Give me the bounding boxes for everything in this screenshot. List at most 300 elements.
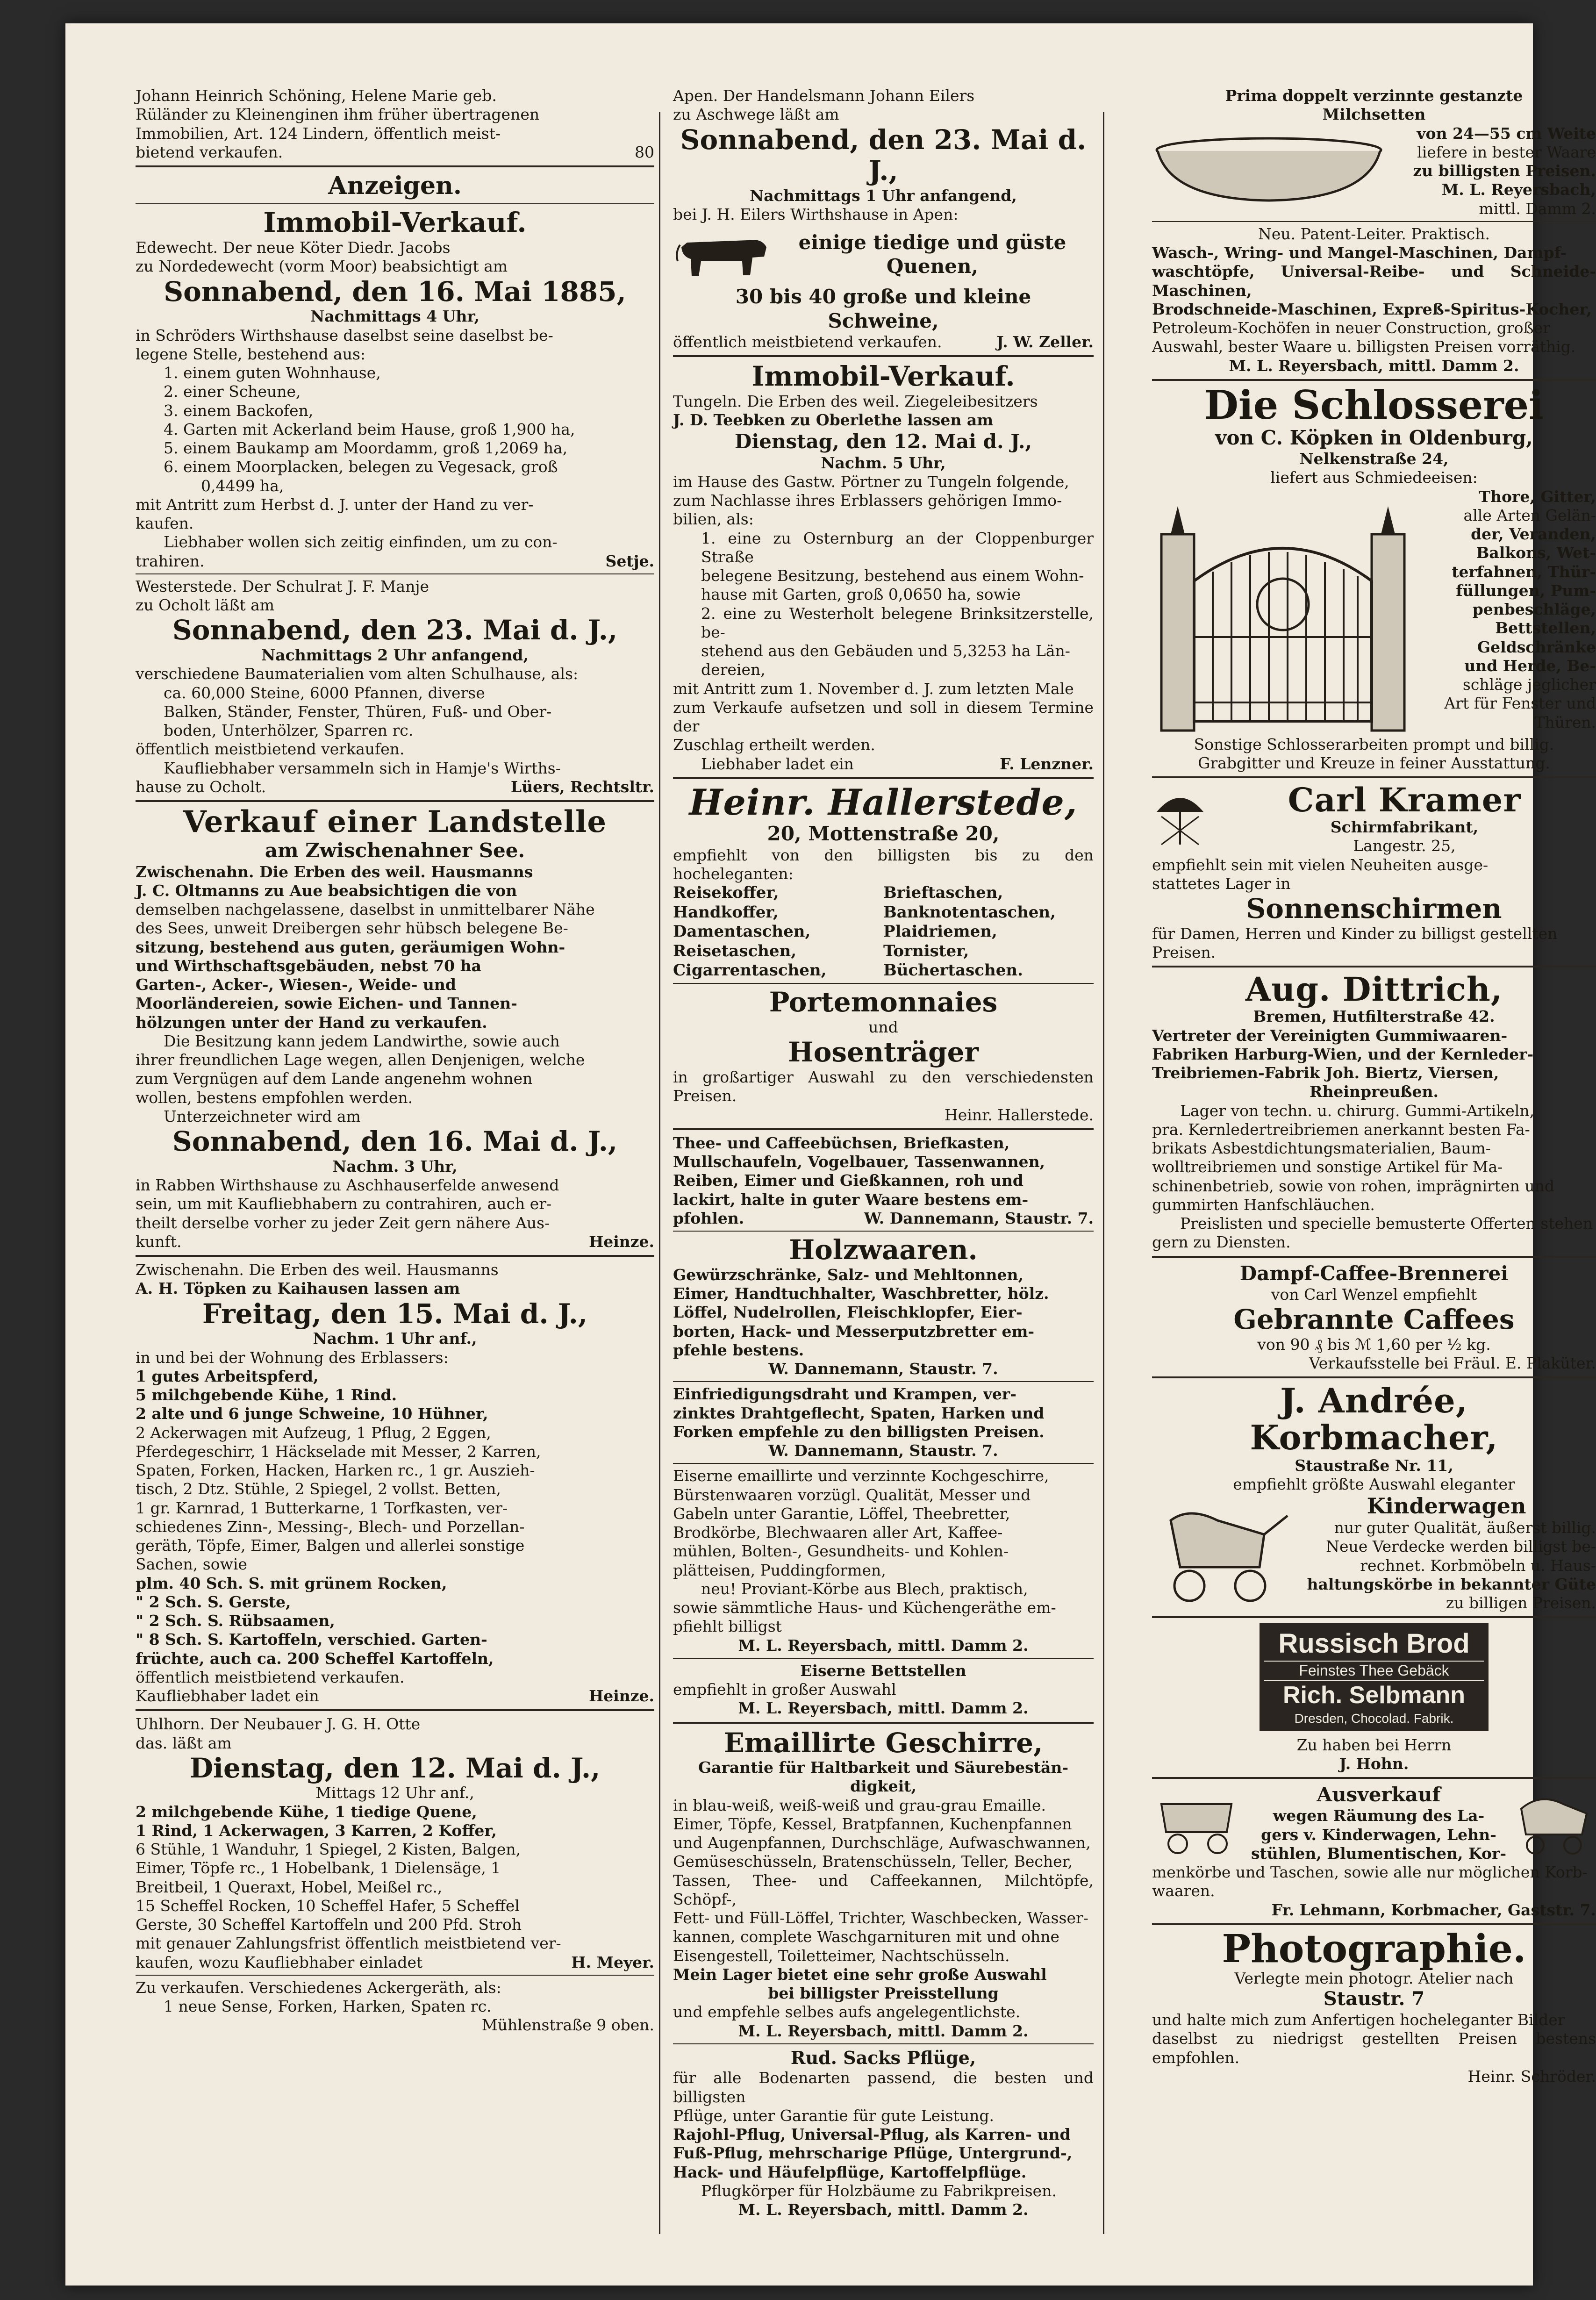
signature: M. L. Reyersbach,: [1441, 180, 1596, 199]
text-line: mit Antritt zum Herbst d. J. unter der Hand zu ver-: [136, 495, 534, 514]
text-line: Edewecht. Der neue Köter Diedr. Jacobs: [136, 238, 451, 257]
text-line: penbeschläge,: [1472, 600, 1596, 619]
signature: M. L. Reyersbach, mittl. Damm 2.: [738, 2200, 1029, 2219]
product: Brieftaschen,: [883, 883, 1003, 903]
text-line: Mein Lager bietet eine sehr große Auswahl: [673, 1965, 1047, 1984]
text-line: 1 neue Sense, Forken, Harken, Spaten rc.: [164, 1997, 492, 2016]
pram-illustration: [1512, 1790, 1596, 1856]
text-line: schinenbetrieb, sowie von rohen, imprägnirten und: [1152, 1176, 1554, 1195]
text-line: einige tiedige und güste: [798, 231, 1066, 254]
date-heading: Freitag, den 15. Mai d. J.,: [202, 1297, 588, 1330]
text-line: stattetes Lager in: [1152, 874, 1291, 893]
text-line: schiedenes Zinn-, Messing-, Blech- und Porzellan-: [136, 1517, 525, 1536]
text-line: Vertreter der Vereinigten Gummiwaaren-: [1152, 1026, 1508, 1045]
product: Cigarrentaschen,: [673, 960, 827, 980]
ad-heading: Heinr. Hallerstede,: [689, 781, 1078, 823]
text-line: bei billigster Preisstellung: [768, 1984, 999, 2003]
text-line: Fabriken Harburg-Wien, und der Kernleder-: [1152, 1045, 1534, 1063]
text-line: kunft.: [136, 1232, 182, 1251]
text-line: und: [868, 1018, 898, 1037]
list-item: 2. einer Scheune,: [164, 382, 301, 401]
text-line: liefert aus Schmiedeeisen:: [1270, 468, 1478, 487]
text-line: hause zu Ocholt.: [136, 777, 266, 796]
text-line: 2 milchgebende Kühe, 1 tiedige Quene,: [136, 1802, 477, 1821]
product: Handkoffer,: [673, 903, 779, 922]
text-line: in Rabben Wirthshause zu Aschhauserfelde anwesend: [136, 1176, 559, 1195]
text-line: sowie sämmtliche Haus- und Küchengeräthe em-: [673, 1598, 1056, 1617]
signature: M. L. Reyersbach, mittl. Damm 2.: [738, 1699, 1029, 1718]
signature: Setje.: [605, 552, 654, 570]
ad-heading: Carl Kramer: [1288, 781, 1521, 820]
text-line: Eimer, Handtuchhalter, Waschbretter, hölz.: [673, 1284, 1049, 1303]
column-rule: [659, 112, 660, 2234]
newspaper-page: [65, 23, 1596, 2286]
text-line: ca. 60,000 Steine, 6000 Pfannen, diverse: [164, 683, 485, 702]
signature: Heinr. Schröder.: [1467, 2067, 1596, 2085]
text-line: Garten-, Acker-, Wiesen-, Weide- und: [136, 975, 456, 994]
text-line: Brodschneide-Maschinen, Expreß-Spiritus-Kocher,: [1152, 300, 1592, 318]
text-line: A. H. Töpken zu Kaihausen lassen am: [136, 1279, 460, 1298]
text-line: im Hause des Gastw. Pörtner zu Tungeln folgende,: [673, 472, 1069, 491]
text-line: Mittags 12 Uhr anf.,: [315, 1784, 474, 1802]
column-1: [136, 86, 654, 2035]
text-line: empfiehlt sein mit vielen Neuheiten ausge-: [1152, 855, 1489, 874]
text-line: tisch, 2 Dtz. Stühle, 2 Spiegel, 2 vollst. Betten,: [136, 1480, 501, 1498]
pram-illustration: [1152, 1502, 1292, 1605]
text-line: zinktes Drahtgeflecht, Spaten, Harken und: [673, 1404, 1045, 1422]
text-line: Rüländer zu Kleinenginen ihm früher übertragenen: [136, 105, 540, 124]
text-line: Mühlenstraße 9 oben.: [481, 2016, 654, 2035]
text-line: Zuschlag ertheilt werden.: [673, 736, 875, 754]
text-line: Neue Verdecke werden billigst be-: [1326, 1537, 1596, 1556]
list-item: dereien,: [701, 660, 766, 679]
signature: F. Lenzner.: [1000, 754, 1094, 773]
text-line: Eiserne emaillirte und verzinnte Kochgeschirre,: [673, 1467, 1049, 1485]
text-line: von 24—55 cm Weite: [1417, 124, 1596, 143]
signature: Heinr. Hallerstede.: [945, 1105, 1094, 1124]
text-line: und Herde, Be-: [1464, 656, 1596, 675]
product: Damentaschen,: [673, 922, 811, 941]
text-line: Kaufliebhaber versammeln sich in Hamje's Wirths-: [164, 759, 561, 777]
text-line: Thore, Gitter,: [1479, 487, 1596, 506]
text-line: 1 gr. Karnrad, 1 Butterkarne, 1 Torfkasten, ver-: [136, 1498, 508, 1517]
text-line: Immobilien, Art. 124 Lindern, öffentlich meist-: [136, 124, 501, 143]
list-item: 4. Garten mit Ackerland beim Hause, groß 1,900 ha,: [164, 420, 575, 438]
text-line: Unterzeichneter wird am: [164, 1107, 361, 1125]
text-line: J. D. Teebken zu Oberlethe lassen am: [673, 411, 994, 430]
text-line: theilt derselbe vorher zu jeder Zeit gern nähere Aus-: [136, 1213, 550, 1232]
text-line: Eisengestell, Toiletteimer, Nachtschüsseln.: [673, 1946, 1010, 1965]
ad-heading: Gebrannte Caffees: [1233, 1304, 1515, 1336]
text-line: gern zu Diensten.: [1152, 1233, 1291, 1252]
product: Reisekoffer,: [673, 883, 779, 903]
ad-heading: Photographie.: [1222, 1926, 1526, 1971]
text-line: der, Veranden,: [1471, 525, 1596, 544]
text-line: Eimer, Töpfe rc., 1 Hobelbank, 1 Dielensäge, 1: [136, 1859, 501, 1877]
text-line: lackirt, halte in guter Waare bestens em-: [673, 1190, 1029, 1209]
text-line: Preisen.: [1152, 943, 1216, 962]
text-line: Zwischenahn. Die Erben des weil. Hausmanns: [136, 1261, 499, 1279]
text-line: Nachm. 3 Uhr,: [332, 1157, 458, 1175]
text-line: Spaten, Forken, Hacken, Harken rc., 1 gr. Auszieh-: [136, 1461, 535, 1479]
text-line: Art für Fenster und: [1444, 694, 1596, 713]
text-line: Nachmittags 4 Uhr,: [310, 307, 480, 326]
text-line: zu Aschwege läßt am: [673, 105, 839, 124]
text-line: Fett- und Füll-Löffel, Trichter, Waschbecken, Wasser-: [673, 1909, 1088, 1927]
text-line: menkörbe und Taschen, sowie alle nur möglichen Korb-: [1152, 1863, 1588, 1882]
text-line: Pflüge, unter Garantie für gute Leistung.: [673, 2106, 994, 2125]
date-heading: Sonnabend, den 23. Mai d. J.,: [172, 614, 618, 646]
text-line: Quenen,: [886, 255, 979, 278]
ad-subheading: von C. Köpken in Oldenburg,: [1215, 426, 1533, 449]
text-line: früchte, auch ca. 200 Scheffel Kartoffeln,: [136, 1649, 494, 1668]
text-line: Die Besitzung kann jedem Landwirthe, sowie auch: [164, 1032, 560, 1050]
section-heading: Anzeigen.: [328, 172, 462, 200]
text-line: Brodkörbe, Blechwaaren aller Art, Kaffee-: [673, 1523, 1003, 1541]
text-line: plm. 40 Sch. S. mit grünem Rocken,: [136, 1574, 447, 1592]
text-line: zum Verkaufe aufsetzen und soll in diesem Termine der: [673, 698, 1094, 736]
date-heading: Sonnabend, den 16. Mai d. J.,: [172, 1125, 618, 1158]
milk-pan-illustration: [1152, 136, 1386, 206]
text-line: wegen Räumung des La-: [1273, 1806, 1485, 1825]
text-line: pfiehlt billigst: [673, 1617, 782, 1636]
signature: J. W. Zeller.: [996, 332, 1094, 351]
text-line: empfiehlt von den billigsten bis zu den hocheleganten:: [673, 845, 1094, 883]
text-line: terfahnen, Thür-: [1452, 562, 1596, 581]
text-line: Breitbeil, 1 Queraxt, Hobel, Meißel rc.,: [136, 1877, 443, 1896]
date-heading: Dienstag, den 12. Mai d. J.,: [734, 430, 1032, 453]
ad-heading: Dampf-Caffee-Brennerei: [1239, 1261, 1509, 1285]
ad-heading: Ausverkauf: [1317, 1783, 1441, 1806]
list-item: belegene Besitzung, bestehend aus einem Wohn-: [701, 566, 1084, 585]
text-line: 1 gutes Arbeitspferd,: [136, 1367, 319, 1385]
text-line: zu Nordedewecht (vorm Moor) beabsichtigt am: [136, 257, 508, 276]
text-line: Westerstede. Der Schulrat J. F. Manje: [136, 577, 429, 595]
text-line: und halte mich zum Anfertigen hocheleganter Bilder: [1152, 2011, 1565, 2029]
text-line: sein, um mit Kaufliebhabern zu contrahiren, auch er-: [136, 1195, 552, 1213]
text-line: Verlegte mein photogr. Atelier nach: [1234, 1969, 1514, 1987]
text-line: demselben nachgelassene, daselbst in unmittelbarer Nähe: [136, 900, 595, 919]
signature: W. Dannemann, Staustr. 7.: [768, 1441, 998, 1460]
ad-heading: Emaillirte Geschirre,: [723, 1727, 1043, 1759]
logo-text: Feinstes Thee Gebäck: [1264, 1661, 1484, 1681]
russisch-brod-logo: [1260, 1623, 1489, 1731]
text-line: Bettstellen,: [1495, 619, 1596, 638]
text-line: mit genauer Zahlungsfrist öffentlich meistbietend ver-: [136, 1934, 561, 1953]
text-line: " 2 Sch. S. Rübsaamen,: [136, 1612, 335, 1630]
text-line: mit Antritt zum 1. November d. J. zum letzten Male: [673, 679, 1074, 698]
text-line: schläge jeglicher: [1462, 675, 1596, 694]
text-line: Balken, Ständer, Fenster, Thüren, Fuß- und Ober-: [164, 702, 552, 721]
text-line: Bürstenwaaren vorzügl. Qualität, Messer und: [673, 1485, 1031, 1504]
text-line: Gabeln unter Garantie, Löffel, Theebretter,: [673, 1504, 1010, 1523]
text-line: Preislisten und specielle bemusterte Offerten stehen: [1180, 1214, 1593, 1233]
text-line: Schweine,: [828, 309, 939, 332]
text-line: Zwischenahn. Die Erben des weil. Hausmanns: [136, 862, 533, 881]
text-line: bilien, als:: [673, 510, 754, 529]
signature: Heinze.: [589, 1687, 654, 1705]
cow-illustration: [673, 224, 771, 285]
text-line: zu billigen Preisen.: [1446, 1594, 1596, 1612]
text-line: Sachen, sowie: [136, 1555, 247, 1574]
ad-heading: Sonnenschirmen: [1246, 893, 1502, 925]
product: Büchertaschen.: [883, 960, 1023, 980]
text-line: 2 Ackerwagen mit Aufzeug, 1 Pflug, 2 Eggen,: [136, 1423, 491, 1442]
signature: Heinze.: [589, 1232, 654, 1251]
text-line: Mullschaufeln, Vogelbauer, Tassenwannen,: [673, 1153, 1045, 1171]
text-line: geräth, Töpfe, Eimer, Balgen und allerlei sonstige: [136, 1536, 525, 1555]
text-line: und empfehle selbes aufs angelegentlichste.: [673, 2003, 1021, 2021]
text-line: Wasch-, Wring- und Mangel-Maschinen, Dampf-: [1152, 244, 1567, 262]
text-line: " 2 Sch. S. Gerste,: [136, 1592, 291, 1611]
text-line: 6 Stühle, 1 Wanduhr, 1 Spiegel, 2 Kisten, Balgen,: [136, 1840, 521, 1859]
text-line: wollen, bestens empfohlen werden.: [136, 1088, 413, 1107]
text-line: Schirmfabrikant,: [1330, 818, 1479, 837]
text-line: J. C. Oltmanns zu Aue beabsichtigen die von: [136, 881, 517, 900]
text-line: Tassen, Thee- und Caffeekannen, Milchtöpfe, Schöpf-,: [673, 1871, 1094, 1908]
text-line: alle Arten Gelän-: [1463, 506, 1596, 524]
list-item: stehend aus den Gebäuden und 5,3253 ha Län-: [701, 642, 1070, 660]
text-line: Tungeln. Die Erben des weil. Ziegeleibesitzers: [673, 392, 1038, 410]
text-line: Uhlhorn. Der Neubauer J. G. H. Otte: [136, 1715, 421, 1734]
text-line: stühlen, Blumentischen, Kor-: [1251, 1844, 1507, 1863]
text-line: plätteisen, Puddingformen,: [673, 1561, 886, 1579]
text-line: Nachmittags 1 Uhr anfangend,: [750, 186, 1017, 205]
text-line: Reiben, Eimer und Gießkannen, roh und: [673, 1171, 1023, 1190]
text-line: Einfriedigungsdraht und Krampen, ver-: [673, 1385, 1016, 1404]
list-item: 3. einem Backofen,: [164, 401, 314, 420]
ad-heading: Milchsetten: [1322, 105, 1426, 124]
address: Staustr. 7: [1323, 1988, 1425, 2010]
text-line: ihrer freundlichen Lage wegen, allen Denjenigen, welche: [136, 1051, 585, 1069]
text-line: 1 Rind, 1 Ackerwagen, 3 Karren, 2 Koffer,: [136, 1821, 497, 1840]
text-line: pfohlen.: [673, 1209, 744, 1227]
text-line: für Damen, Herren und Kinder zu billigst gestellten: [1152, 924, 1558, 943]
ad-heading: Rud. Sacks Pflüge,: [790, 2047, 976, 2068]
text-line: Thee- und Caffeebüchsen, Briefkasten,: [673, 1133, 1010, 1152]
text-line: waschtöpfe, Universal-Reibe- und Schneide-Maschinen,: [1152, 262, 1596, 300]
text-line: digkeit,: [850, 1777, 916, 1796]
text-line: Rheinpreußen.: [1310, 1082, 1439, 1101]
signature: J. Hohn.: [1339, 1754, 1409, 1773]
text-line: öffentlich meistbietend verkaufen.: [673, 332, 942, 351]
text-line: Auswahl, bester Waare u. billigsten Preisen vorräthig.: [1152, 337, 1576, 356]
text-line: neu! Proviant-Körbe aus Blech, praktisch,: [701, 1579, 1028, 1598]
text-line: Johann Heinrich Schöning, Helene Marie geb.: [136, 86, 497, 105]
text-line: bei J. H. Eilers Wirthshause in Apen:: [673, 205, 959, 224]
list-item: 1. eine zu Osternburg an der Cloppenburger Straße: [701, 529, 1094, 566]
text-line: Nachm. 1 Uhr anf.,: [313, 1329, 477, 1348]
text-line: Petroleum-Kochöfen in neuer Construction, großer: [1152, 319, 1550, 337]
text-line: liefere in bester Waare: [1417, 143, 1596, 161]
text-line: Zu haben bei Herrn: [1296, 1735, 1452, 1754]
list-item: hause mit Garten, groß 0,0650 ha, sowie: [701, 585, 1021, 604]
text-line: verschiedene Baumaterialien vom alten Schulhause, als:: [136, 665, 579, 683]
signature: W. Dannemann, Staustr. 7.: [864, 1209, 1094, 1227]
text-line: Kaufliebhaber ladet ein: [136, 1687, 319, 1705]
address: Langestr. 25,: [1353, 837, 1456, 855]
text-line: 15 Scheffel Rocken, 10 Scheffel Hafer, 5 Scheffel: [136, 1896, 520, 1915]
text-line: 30 bis 40 große und kleine: [735, 285, 1031, 308]
text-line: zu Ocholt läßt am: [136, 596, 275, 615]
text-line: bietend verkaufen.: [136, 143, 283, 161]
address: 20, Mottenstraße 20,: [767, 822, 1000, 845]
text-line: zu billigsten Preisen.: [1413, 162, 1596, 180]
address: Staustraße Nr. 11,: [1295, 1456, 1453, 1475]
text-line: gummirten Hanfschläuchen.: [1152, 1195, 1375, 1214]
text-line: wolltreibriemen und sonstige Artikel für Ma-: [1152, 1158, 1503, 1176]
signature: H. Meyer.: [571, 1953, 654, 1971]
text-line: Lager von techn. u. chirurg. Gummi-Artikeln,: [1180, 1101, 1535, 1120]
signature: M. L. Reyersbach, mittl. Damm 2.: [738, 2021, 1029, 2040]
date-heading: Sonnabend, den 16. Mai 1885,: [164, 275, 626, 308]
date-heading: Sonnabend, den 23. Mai d. J.,: [680, 123, 1087, 187]
text-line: in und bei der Wohnung des Erblassers:: [136, 1348, 449, 1367]
product: Tornister,: [883, 941, 969, 960]
pram-illustration: [1152, 1790, 1245, 1856]
text-line: Gewürzschränke, Salz- und Mehltonnen,: [673, 1265, 1023, 1284]
text-line: Verkaufsstelle bei Fräul. E. Plaküter.: [1309, 1354, 1596, 1373]
text-line: Thüren.: [1534, 713, 1596, 731]
signature: M. L. Reyersbach, mittl. Damm 2.: [738, 1636, 1029, 1655]
text-line: Balkons, Wet-: [1476, 544, 1596, 562]
address: Nelkenstraße 24,: [1299, 450, 1449, 468]
text-line: öffentlich meistbietend verkaufen.: [136, 1668, 405, 1686]
date-heading: Dienstag, den 12. Mai d. J.,: [189, 1752, 601, 1784]
text-line: füllungen, Pum-: [1456, 581, 1596, 600]
text-line: Moorländereien, sowie Eichen- und Tannen-: [136, 994, 517, 1013]
logo-text: Russisch Brod: [1278, 1628, 1470, 1659]
text-line: Forken empfehle zu den billigsten Preisen.: [673, 1422, 1045, 1441]
signature: W. Dannemann, Staustr. 7.: [768, 1360, 998, 1378]
text-line: öffentlich meistbietend verkaufen.: [136, 740, 405, 759]
list-item: 5. einem Baukamp am Moordamm, groß 1,2069 ha,: [164, 439, 568, 458]
text-line: nur guter Qualität, äußerst billig.: [1334, 1519, 1596, 1537]
ad-heading: Hosenträger: [787, 1036, 979, 1068]
text-line: empfiehlt in großer Auswahl: [673, 1680, 896, 1698]
ad-heading: Verkauf einer Landstelle: [183, 804, 607, 839]
ad-subheading: am Zwischenahner See.: [265, 839, 525, 862]
product: Plaidriemen,: [883, 922, 997, 941]
ad-heading: Aug. Dittrich,: [1245, 970, 1503, 1009]
address: Bremen, Hutfilterstraße 42.: [1253, 1007, 1495, 1026]
list-item: 6. einem Moorplacken, belegen zu Vegesack, groß: [164, 458, 558, 476]
text-line: waaren.: [1152, 1882, 1215, 1900]
column-3: [1152, 86, 1596, 2086]
signature: M. L. Reyersbach, mittl. Damm 2.: [1229, 356, 1519, 375]
ad-heading: Portemonnaies: [769, 986, 998, 1018]
text-line: Garantie für Haltbarkeit und Säurebestän-: [698, 1758, 1069, 1777]
text-line: Rajohl-Pflug, Universal-Pflug, als Karren- und: [673, 2125, 1071, 2144]
signature: Fr. Lehmann, Korbmacher, Gaststr. 7.: [1271, 1900, 1596, 1919]
umbrella-icon: [1152, 788, 1208, 849]
text-line: empfiehlt größte Auswahl eleganter: [1233, 1475, 1515, 1493]
text-line: Eimer, Töpfe, Kessel, Bratpfannen, Kuchenpfannen: [673, 1814, 1072, 1833]
text-line: haltungskörbe in bekannter Güte: [1307, 1575, 1596, 1593]
text-line: hölzungen unter der Hand zu verkaufen.: [136, 1013, 487, 1032]
ad-heading: Prima doppelt verzinnte gestanzte: [1225, 86, 1523, 105]
text-line: kaufen, wozu Kaufliebhaber einladet: [136, 1953, 423, 1971]
iron-gate-illustration: [1152, 487, 1414, 735]
text-line: in großartiger Auswahl zu den verschiedensten Preisen.: [673, 1068, 1094, 1105]
text-line: und Augenpfannen, Durchschläge, Aufwaschwannen,: [673, 1834, 1091, 1852]
text-line: brikats Asbestdichtungsmaterialien, Baum-: [1152, 1139, 1491, 1158]
text-line: Geldschränke: [1477, 638, 1596, 656]
text-line: kaufen.: [136, 514, 194, 533]
text-line: mühlen, Bolten-, Gesundheits- und Kohlen-: [673, 1542, 1009, 1561]
column-2: [673, 86, 1094, 2219]
text-line: 2 alte und 6 junge Schweine, 10 Hühner,: [136, 1404, 488, 1423]
list-item: 0,4499 ha,: [201, 476, 284, 495]
text-line: Nachmittags 2 Uhr anfangend,: [261, 646, 529, 664]
text-line: Löffel, Nudelrollen, Fleischklopfer, Eier-: [673, 1303, 1023, 1322]
ad-heading: J. Andrée, Korbmacher,: [1250, 1381, 1498, 1458]
text-line: " 8 Sch. S. Kartoffeln, verschied. Garten-: [136, 1630, 487, 1649]
ad-heading: Die Schlosserei: [1204, 381, 1544, 428]
text-line: in blau-weiß, weiß-weiß und grau-grau Emaille.: [673, 1796, 1046, 1814]
list-item: 2. eine zu Westerholt belegene Brinksitzerstelle, be-: [701, 604, 1094, 641]
logo-text: Dresden, Chocolad. Fabrik.: [1294, 1711, 1454, 1726]
text-line: trahiren.: [136, 552, 205, 570]
list-item: 1. einem guten Wohnhause,: [164, 364, 381, 382]
ad-heading: Eiserne Bettstellen: [800, 1661, 966, 1680]
text-line: Apen. Der Handelsmann Johann Eilers: [673, 86, 975, 105]
text-line: Fuß-Pflug, mehrscharige Pflüge, Untergrund-,: [673, 2144, 1073, 2163]
text-line: boden, Unterhölzer, Sparren rc.: [164, 721, 414, 739]
text-line: Treibriemen-Fabrik Joh. Biertz, Viersen,: [1152, 1064, 1499, 1082]
text-line: Gerste, 30 Scheffel Kartoffeln und 200 Pfd. Stroh: [136, 1915, 522, 1934]
text-line: borten, Hack- und Messerputzbretter em-: [673, 1322, 1035, 1340]
text-line: für alle Bodenarten passend, die besten und billigsten: [673, 2069, 1094, 2106]
ad-heading: Holzwaaren.: [789, 1234, 978, 1266]
text-line: Liebhaber wollen sich zeitig einfinden, um zu con-: [164, 533, 558, 552]
text-line: pfehle bestens.: [673, 1340, 804, 1359]
signature: Lüers, Rechtsltr.: [510, 777, 654, 796]
product: Banknotentaschen,: [883, 903, 1056, 922]
text-line: rechnet. Korbmöbeln u. Haus-: [1360, 1556, 1596, 1575]
page-number: 80: [635, 143, 654, 161]
text-line: Sonstige Schlosserarbeiten prompt und billig.: [1194, 735, 1554, 753]
text-line: kannen, complete Waschgarnituren mit und ohne: [673, 1927, 1060, 1946]
product-list: [673, 883, 1094, 980]
text-line: daselbst zu niedrigst gestellten Preisen bestens empfohlen.: [1152, 2029, 1596, 2067]
text-line: Pferdegeschirr, 1 Häckselade mit Messer, 2 Karren,: [136, 1442, 541, 1461]
text-line: Gemüseschüsseln, Bratenschüsseln, Teller, Becher,: [673, 1852, 1073, 1871]
text-line: Nachm. 5 Uhr,: [821, 453, 946, 472]
text-line: in Schröders Wirthshause daselbst seine daselbst be-: [136, 326, 553, 344]
ad-heading: Immobil-Verkauf.: [263, 207, 527, 239]
text-line: sitzung, bestehend aus guten, geräumigen Wohn-: [136, 938, 565, 956]
text-line: zum Vergnügen auf dem Lande angenehm wohnen: [136, 1069, 533, 1088]
logo-text: Rich. Selbmann: [1282, 1682, 1466, 1709]
text-line: von 90 ₰ bis ℳ 1,60 per ½ kg.: [1257, 1335, 1491, 1354]
text-line: das. läßt am: [136, 1734, 232, 1752]
text-line: des Sees, unweit Dreibergen sehr hübsch belegene Be-: [136, 919, 568, 938]
text-line: von Carl Wenzel empfiehlt: [1271, 1285, 1477, 1304]
text-line: 5 milchgebende Kühe, 1 Rind.: [136, 1386, 397, 1404]
ad-heading: Kinderwagen: [1367, 1493, 1526, 1519]
column-rule: [1103, 112, 1104, 2234]
text-line: und Wirthschaftsgebäuden, nebst 70 ha: [136, 956, 481, 975]
text-line: mittl. Damm 2.: [1479, 199, 1596, 218]
text-line: Hack- und Häufelpflüge, Kartoffelpflüge.: [673, 2163, 1027, 2181]
text-line: pra. Kernledertreibriemen anerkannt besten Fa-: [1152, 1120, 1530, 1139]
text-line: legene Stelle, bestehend aus:: [136, 344, 366, 363]
text-line: Zu verkaufen. Verschiedenes Ackergeräth, als:: [136, 1978, 501, 1997]
text-line: gers v. Kinderwagen, Lehn-: [1261, 1825, 1496, 1844]
ad-heading: Immobil-Verkauf.: [751, 360, 1015, 393]
text-line: zum Nachlasse ihres Erblassers gehörigen Immo-: [673, 491, 1062, 510]
